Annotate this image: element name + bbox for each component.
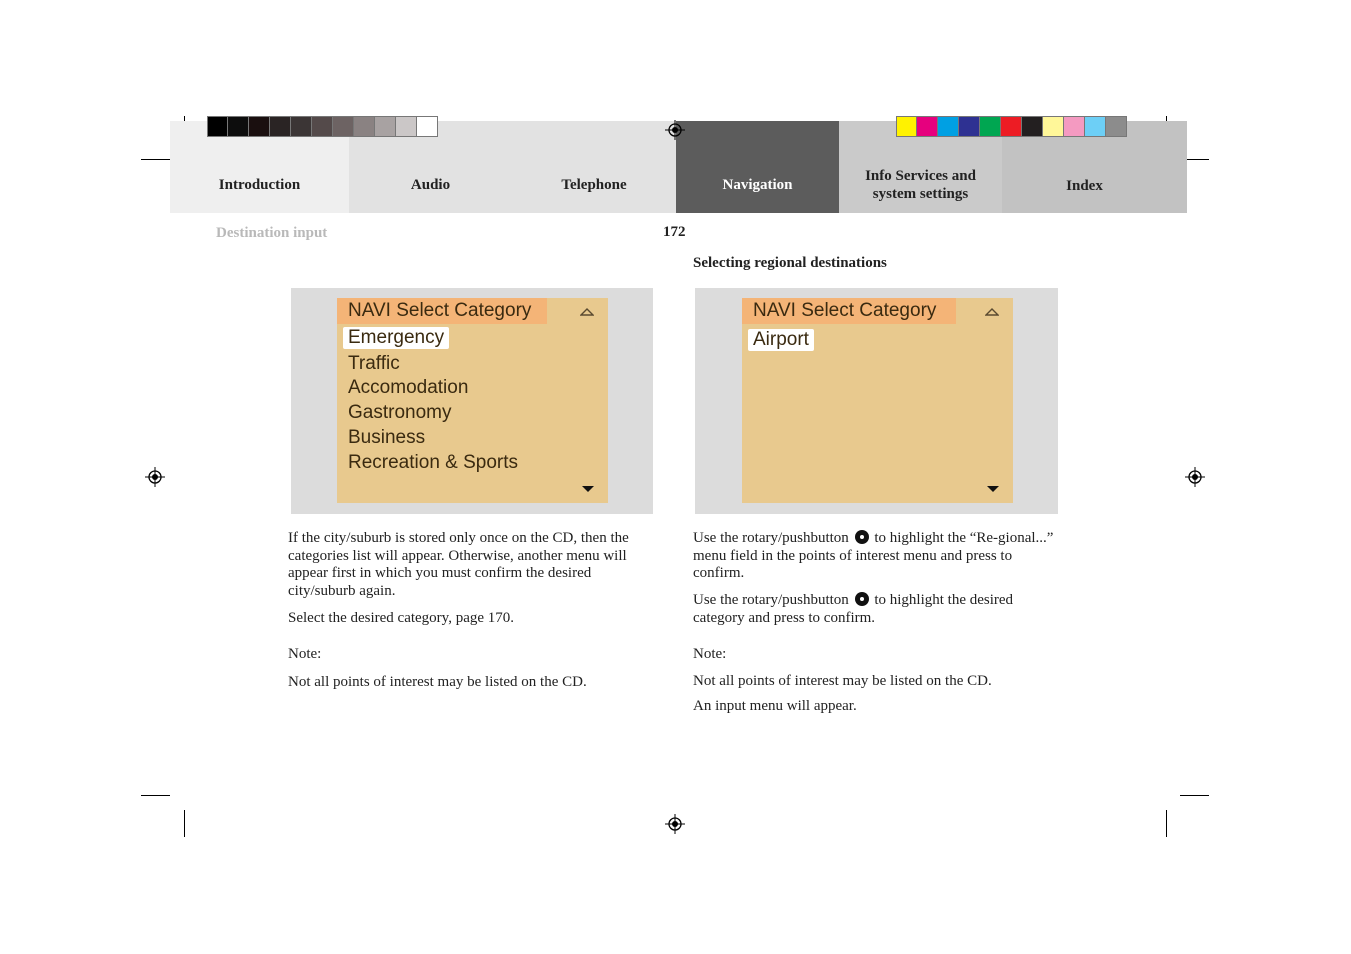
color-swatch (896, 117, 917, 136)
registration-target-icon (1185, 467, 1205, 487)
registration-target-icon (145, 467, 165, 487)
screen-title: NAVI Select Category (742, 298, 956, 324)
process-color-bar (896, 116, 1127, 137)
registration-target-icon (665, 120, 685, 140)
rotary-pushbutton-icon (855, 592, 869, 606)
color-swatch (354, 117, 375, 136)
color-swatch (249, 117, 270, 136)
registration-target-icon (665, 814, 685, 834)
right-note-label: Note: (693, 646, 727, 662)
menu-item[interactable]: Business (348, 427, 426, 448)
crop-mark (184, 810, 185, 837)
color-swatch (417, 117, 438, 136)
section-heading: Selecting regional destinations (693, 255, 887, 271)
crop-mark (1166, 810, 1167, 837)
color-swatch (917, 117, 938, 136)
right-paragraph-2 (693, 592, 1058, 627)
instruction-text: Use the rotary/pushbutton (693, 530, 849, 546)
color-swatch (938, 117, 959, 136)
right-note-text: Not all points of interest may be listed on the CD. (693, 673, 992, 689)
menu-item[interactable]: Recreation & Sports (348, 452, 519, 473)
instruction-text: Use the rotary/pushbutton (693, 592, 849, 608)
color-swatch (980, 117, 1001, 136)
page-number: 172 (663, 224, 686, 240)
color-swatch (312, 117, 333, 136)
tab-bar-end (1167, 121, 1187, 213)
color-swatch (291, 117, 312, 136)
left-note-text: Not all points of interest may be listed on the CD. (288, 674, 587, 690)
color-swatch (396, 117, 417, 136)
scroll-down-icon (986, 484, 1000, 494)
section-label: Destination input (216, 225, 328, 241)
grayscale-color-bar (207, 116, 438, 137)
color-swatch (333, 117, 354, 136)
scroll-down-icon (581, 484, 595, 494)
left-paragraph-1: If the city/suburb is stored only once on the CD, then the categories list will appear. Otherwise, another menu will appear first in which you must confirm the desired city/suburb again. (288, 530, 629, 599)
instruction-text: to highlight the “Re-gional...” menu field in the points of interest menu and press to confirm. (693, 530, 1054, 581)
rotary-pushbutton-icon (855, 530, 869, 544)
navi-screen-right (742, 298, 1013, 503)
color-swatch (270, 117, 291, 136)
tab-navigation[interactable] (676, 121, 839, 213)
color-swatch (375, 117, 396, 136)
color-swatch (1064, 117, 1085, 136)
crop-mark (141, 795, 170, 796)
color-swatch (1001, 117, 1022, 136)
color-swatch (1085, 117, 1106, 136)
right-paragraph-3: An input menu will appear. (693, 698, 857, 714)
color-swatch (959, 117, 980, 136)
color-swatch (207, 117, 228, 136)
tab-label: Index (1066, 178, 1103, 194)
tab-introduction[interactable] (170, 139, 349, 213)
navi-screen-left (337, 298, 608, 503)
color-swatch (1022, 117, 1043, 136)
crop-mark (1180, 795, 1209, 796)
tab-label: Navigation (722, 177, 793, 193)
crop-mark (141, 159, 170, 160)
left-paragraph-2: Select the desired category, page 170. (288, 610, 515, 626)
menu-item[interactable]: Accomodation (348, 377, 469, 398)
screen-title: NAVI Select Category (337, 298, 547, 324)
tab-label: Info Services and system settings (865, 168, 976, 202)
right-paragraph-1 (693, 530, 1058, 583)
menu-item-selected[interactable]: Airport (748, 329, 814, 351)
scroll-up-icon (580, 307, 594, 317)
menu-item[interactable]: Traffic (348, 353, 400, 374)
tab-label: Introduction (218, 177, 301, 193)
left-note-label: Note: (288, 646, 322, 662)
scroll-up-icon (985, 307, 999, 317)
tab-label: Audio (410, 177, 451, 193)
color-swatch (1043, 117, 1064, 136)
color-swatch (1106, 117, 1127, 136)
menu-item-selected[interactable]: Emergency (343, 327, 449, 349)
instruction-text: to highlight the desired category and press to confirm. (693, 592, 1014, 626)
menu-item[interactable]: Gastronomy (348, 402, 452, 423)
tab-telephone[interactable] (512, 121, 676, 213)
color-swatch (228, 117, 249, 136)
tab-label: Telephone (561, 177, 627, 193)
